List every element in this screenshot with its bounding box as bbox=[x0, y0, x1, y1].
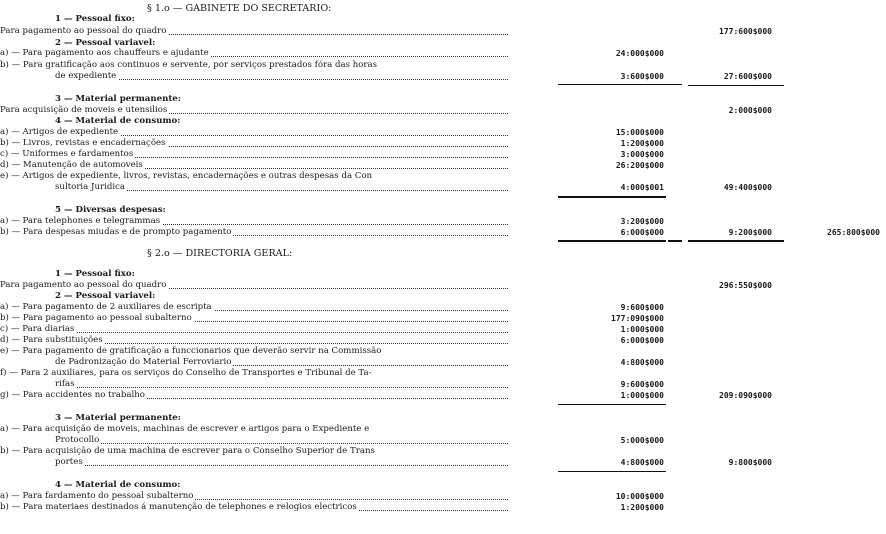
amount-auxiliares-conselho: 9:600$000 bbox=[620, 380, 664, 389]
line-telephones-relogios: b) — Para materiaes destinados á manutenção de telephones e relogios electricos bbox=[0, 502, 512, 513]
rule-subtotal bbox=[558, 471, 666, 472]
line-auxiliares-conselho: f) — Para 2 auxiliares, para os serviços do Conselho de Transportes e Tribunal de Ta- bbox=[0, 368, 372, 378]
line-chauffeurs: a) — Para pagamento aos chauffeurs e ajudante bbox=[0, 48, 512, 59]
line-substituicoes: d) — Para substituições bbox=[0, 335, 512, 346]
heading-diversas-despesas: 5 — Diversas despesas: bbox=[55, 205, 166, 215]
line-moveis-machinas: a) — Para acquisição de moveis, machinas de escrever e artigos para o Expediente e bbox=[0, 424, 370, 434]
line-diarias: c) — Para diarias bbox=[0, 324, 512, 335]
line-artigos-expediente: a) — Artigos de expediente bbox=[0, 127, 512, 138]
subtotal-pessoal-variavel: 209:090$000 bbox=[719, 391, 772, 400]
amount-substituicoes: 6:000$000 bbox=[620, 336, 664, 345]
rule-mark bbox=[668, 240, 682, 242]
amount-telephones-relogios: 1:200$000 bbox=[620, 503, 664, 512]
line-despesas-miudas: b) — Para despesas miudas e de prompto pagamento bbox=[0, 227, 512, 238]
rule-subtotal bbox=[558, 404, 666, 405]
line-gratificacao-commissao-cont: de Padronização do Material Ferroviario bbox=[55, 357, 512, 368]
amount-consultoria: 4:000$001 bbox=[620, 183, 664, 192]
heading-pessoal-fixo: 1 — Pessoal fixo: bbox=[55, 269, 135, 279]
line-moveis-machinas-cont: Protocollo bbox=[55, 435, 512, 446]
heading-pessoal-fixo: 1 — Pessoal fixo: bbox=[55, 14, 135, 24]
amount-telephones: 3:200$000 bbox=[620, 217, 664, 226]
total-gabinete: 265:800$000 bbox=[827, 228, 880, 237]
amount-diarias: 1:000$000 bbox=[620, 325, 664, 334]
line-moveis-utensilios: Para acquisição de moveis e utensilios bbox=[0, 105, 512, 116]
section-title-gabinete: § 1.o — GABINETE DO SECRETARIO: bbox=[147, 3, 332, 14]
line-consultoria-cont: sultoria Juridica bbox=[55, 182, 512, 193]
rule-total bbox=[688, 240, 784, 242]
line-gratificacao-cont: de expediente bbox=[55, 71, 512, 82]
heading-material-permanente: 3 — Material permanente: bbox=[55, 94, 181, 104]
rule-subtotal bbox=[558, 196, 666, 198]
rule-subtotal bbox=[558, 240, 666, 242]
heading-material-permanente: 3 — Material permanente: bbox=[55, 413, 181, 423]
line-machina-escrever: b) — Para acquisição de uma machina de escrever para o Conselho Superior de Trans bbox=[0, 446, 375, 456]
line-auxiliares-escripta: a) — Para pagamento de 2 auxiliares de escripta bbox=[0, 302, 512, 313]
line-pessoal-quadro: Para pagamento ao pessoal do quadro bbox=[0, 280, 512, 291]
heading-pessoal-variavel: 2 — Pessoal variavel: bbox=[55, 38, 156, 48]
amount-fardamento: 10:000$000 bbox=[615, 492, 664, 501]
line-auxiliares-conselho-cont: rifas bbox=[55, 379, 512, 390]
amount-accidentes-trabalho: 1:000$000 bbox=[620, 391, 664, 400]
heading-material-consumo: 4 — Material de consumo: bbox=[55, 116, 181, 126]
amount-artigos-expediente: 15:000$000 bbox=[615, 128, 664, 137]
rule-subtotal bbox=[558, 84, 666, 85]
line-automoveis: d) — Manutenção de automoveis bbox=[0, 160, 512, 171]
line-uniformes: c) — Uniformes e fardamentos bbox=[0, 149, 512, 160]
subtotal-material-permanente: 9:800$000 bbox=[728, 458, 772, 467]
amount-uniformes: 3:000$000 bbox=[620, 150, 664, 159]
amount-gratificacao-commissao: 4:800$000 bbox=[620, 358, 664, 367]
amount-automoveis: 26:200$000 bbox=[615, 161, 664, 170]
line-pessoal-quadro: Para pagamento ao pessoal do quadro bbox=[0, 26, 512, 37]
amount-moveis-utensilios: 2:000$000 bbox=[728, 106, 772, 115]
rule-mark bbox=[666, 84, 682, 85]
line-accidentes-trabalho: g) — Para accidentes no trabalho bbox=[0, 390, 512, 401]
amount-despesas-miudas: 6:000$000 bbox=[620, 228, 664, 237]
heading-pessoal-variavel: 2 — Pessoal variavel: bbox=[55, 291, 156, 301]
amount-chauffeurs: 24:000$000 bbox=[615, 49, 664, 58]
amount-pessoal-fixo: 177:600$000 bbox=[719, 27, 772, 36]
section-title-directoria: § 2.o — DIRECTORIA GERAL: bbox=[147, 248, 293, 259]
heading-material-consumo: 4 — Material de consumo: bbox=[55, 480, 181, 490]
amount-gratificacao: 3:600$000 bbox=[620, 72, 664, 81]
line-consultoria: e) — Artigos de expediente, livros, revistas, encadernações e outras despesas da Con bbox=[0, 171, 373, 181]
amount-machina-escrever: 4:800$000 bbox=[620, 458, 664, 467]
line-telephones: a) — Para telephones e telegrammas bbox=[0, 216, 512, 227]
line-gratificacao: b) — Para gratificação aos continuos e servente, por serviços prestados fóra das horas bbox=[0, 60, 378, 70]
amount-auxiliares-escripta: 9:600$000 bbox=[620, 303, 664, 312]
line-gratificacao-commissao: e) — Para pagamento de gratificação a funccionarios que deverão servir na Commissão bbox=[0, 346, 382, 356]
line-pessoal-subalterno: b) — Para pagamento ao pessoal subalterno bbox=[0, 313, 512, 324]
amount-pessoal-subalterno: 177:090$000 bbox=[611, 314, 664, 323]
subtotal-pessoal-variavel: 27:600$000 bbox=[723, 72, 772, 81]
rule-total bbox=[688, 85, 784, 86]
subtotal-diversas-despesas: 9:200$000 bbox=[728, 228, 772, 237]
subtotal-material-consumo: 49:400$000 bbox=[723, 183, 772, 192]
amount-moveis-machinas: 5:000$000 bbox=[620, 436, 664, 445]
line-fardamento: a) — Para fardamento do pessoal subalterno bbox=[0, 491, 512, 502]
amount-livros-revistas: 1:200$000 bbox=[620, 139, 664, 148]
line-livros-revistas: b) — Livros, revistas e encadernações bbox=[0, 138, 512, 149]
amount-pessoal-fixo: 296:550$000 bbox=[719, 281, 772, 290]
line-machina-escrever-cont: portes bbox=[55, 457, 512, 468]
